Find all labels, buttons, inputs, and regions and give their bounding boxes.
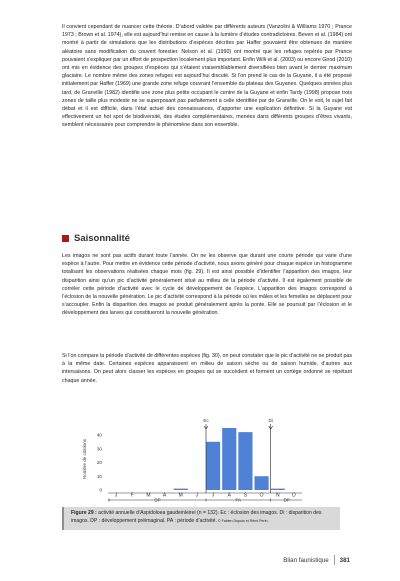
month-label: F [130,492,134,499]
month-label: D [292,492,296,499]
month-label: J [114,492,118,499]
chart-bar [206,442,220,490]
footer-divider [334,555,335,565]
chart-bar [255,476,269,490]
figure-caption [62,507,340,530]
section-heading [62,232,130,244]
body-paragraph: Il convient cependant de nuancer cette théorie. D’abord validée par différents auteurs (Vanzolini & Williams 1970 ; Prance 1973 ; Brown et al. 1974), elle est aujourd’hui remise en cause à la lumière d’études contradictoires. Beven et al. (1984) ont montré à partir de simulations que les distributions d’espèces décrites par Haffer pouvaient être obtenues de manière aléatoire sans modification du couvert forestier. Nelson et al. (1990) ont montré que les refuges repérés par Prance pouvaient s’expliquer par un effort de prospection localement plus important. Enfin Willi et al. (2003) ou encore Girod (2010) ont mis en évidence des groupes d’espèces qui s’étaient vraisemblablement diversifiées bien avant le dernier maximum glaciaire. Le nombre même des zones refuges est aujourd’hui discuté. Si l’on prend le cas de la Guyane, il a été proposé initialement par Haffer (1969) une grande zone refuge couvrant l’ensemble du plateau des Guyanes. Quelques années plus tard, de Granville (1982) identifie une zone plus petite occupant le centre de la Guyane et enfin Tardy (1998) propose trois zones de taille plus modeste ne se superposant pas parfaitement à celle identifiée par de Granville. On le voit, le sujet fait débat et il est difficile, dans l’état actuel des connaissances, d’apporter une explication définitive. Si la Guyane est effectivement un hot spot de biodiversité, des études complémentaires, menées dans différents groupes d’êtres vivants, semblent nécessaires pour comprendre le phénomène dans son ensemble. [62,24,352,129]
marker-label: Di [268,418,273,423]
footer-section: Bilan faunistique [283,556,329,564]
month-label: J [195,492,199,499]
chart-bar [238,432,252,490]
month-label: M [178,492,183,499]
y-tick-label: 40 [96,432,102,438]
section-title: Saisonnalité [74,232,130,244]
month-label: A [162,492,167,499]
month-label: J [211,492,215,499]
body-paragraph: Si l’on compare la période d’activité de différentes espèces (fig. 30), on peut constater que le pic d’activité ne se produit pas à la même date. Certaines espèces apparaissent en milieu de saison sèche ou de saison humide, d’autres aux intersaisons. On peut alors classer les espèces en groupes qui se succèdent et forment un cortège ordonné se répétant chaque année. [62,353,352,384]
month-label: M [146,492,151,499]
period-label: DP [283,497,290,503]
chart-bar [271,489,285,490]
marker-label: Ec [203,418,209,423]
y-axis-label: Nombre de citations [82,438,87,480]
page-footer [260,554,350,566]
activity-chart [80,414,320,504]
caption-credit: © Fabien Dupuis et Rémi Perin. [216,518,269,523]
section-marker-icon [62,235,69,242]
month-label: A [227,492,231,499]
caption-label: Figure 29 : [71,510,97,516]
month-label: O [259,492,264,499]
y-tick-label: 30 [96,446,102,452]
month-label: N [275,492,280,499]
period-label: PA [235,497,242,503]
activity-chart-svg [80,414,320,504]
month-label: S [243,492,248,499]
y-tick-label: 20 [96,460,102,466]
caption-text: activité annuelle d’Aspidoloea gaudeinleirei (n = 132). Ec : éclosion des imagos. Di : disparition des imagos. DP : développement préimaginal. PA : période d’activité. [71,510,322,524]
y-tick-label: 10 [96,473,102,479]
chart-bar [174,489,188,490]
chart-bar [222,428,236,490]
y-tick-label: 0 [99,487,102,493]
page-number: 381 [339,556,350,564]
period-label: DP [154,497,161,503]
body-paragraph: Les imagos ne sont pas actifs durant toute l’année. On ne les observe que durant une courte période qui varie d’une espèce à l’autre. Pour mettre en évidence cette période d’activité, nous avons généré pour chaque espèce un histogramme totalisant les observations réalisées chaque mois (fig. 29). Il est ainsi possible d’identifier l’apparition des imagos, leur disparition ainsi qu’un pic d’activité généralement situé au milieu de la période d’activité. Il est également possible de corréler cette période d’activité avec le cycle de développement de l’espèce. L’apparition des imagos correspond à l’éclosion de la nouvelle génération. Le pic d’activité correspond à la période où les mâles et les femelles se déplacent pour s’accoupler. Enfin la disparition des imagos se produit généralement après la ponte. Elle se poursuit par l’éclosion et le développement des larves qui constitueront la nouvelle génération. [62,253,352,317]
